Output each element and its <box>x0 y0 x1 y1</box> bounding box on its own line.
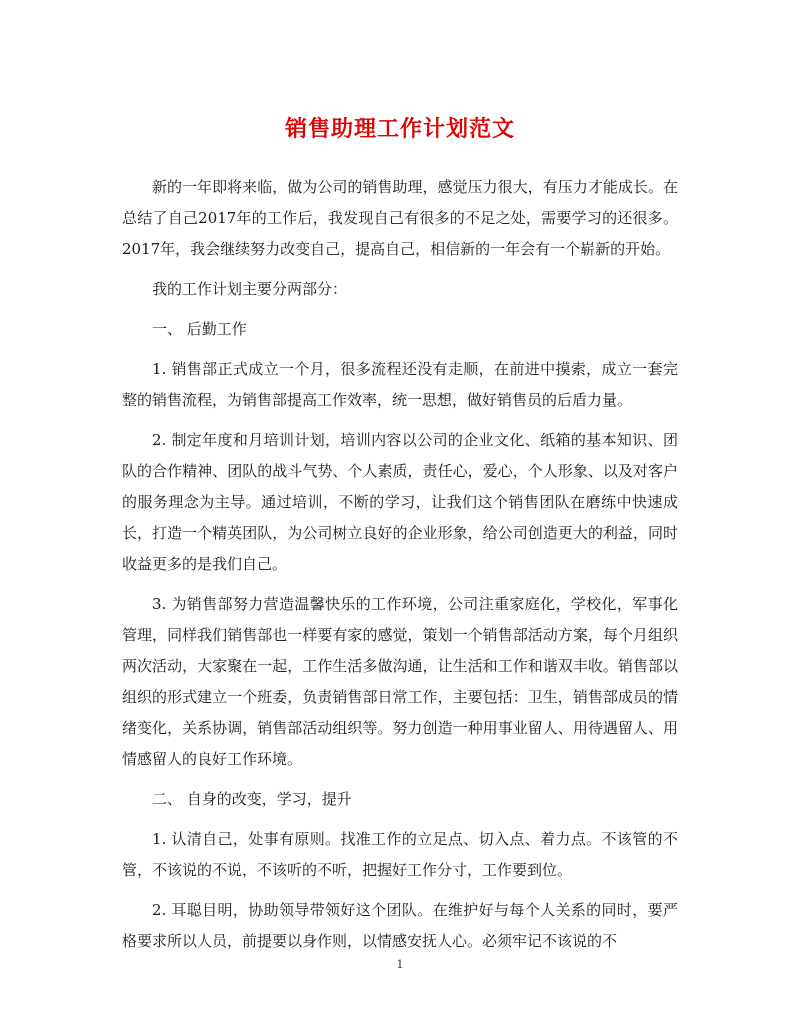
logistics-item-2: 2. 制定年度和月培训计划，培训内容以公司的企业文化、纸箱的基本知识、团队的合作精神、团队的战斗气势、个人素质，责任心，爱心，个人形象、以及对客户的服务理念为主导。通过培训，不断的学习，让我们这个销售团队在磨练中快速成长，打造一个精英团队，为公司树立良好的企业形象，给公司创造更大的利益，同时收益更多的是我们自己。 <box>122 431 678 573</box>
logistics-item-3: 3. 为销售部努力营造温馨快乐的工作环境，公司注重家庭化，学校化，军事化管理，同样我们销售部也一样要有家的感觉，策划一个销售部活动方案，每个月组织两次活动，大家聚在一起，工作生活多做沟通，让生活和工作和谐双丰收。销售部以组织的形式建立一个班委，负责销售部日常工作，主要包括：卫生，销售部成员的情绪变化，关系协调，销售部活动组织等。努力创造一种用事业留人、用待遇留人、用情感留人的良好工作环境。 <box>122 595 678 768</box>
section-heading-logistics: 一、 后勤工作 <box>152 320 247 338</box>
page-number: 1 <box>396 958 404 971</box>
self-improvement-item-2: 2. 耳聪目明，协助领导带领好这个团队。在维护好与每个人关系的同时，要严格要求所以人员，前提要以身作则，以情感安抚人心。必须牢记不该说的不 <box>122 901 678 950</box>
document-body <box>122 172 678 966</box>
section-heading-self-improvement: 二、 自身的改变，学习，提升 <box>152 790 352 808</box>
document-title: 销售助理工作计划范文 <box>284 116 515 142</box>
logistics-item-1: 1. 销售部正式成立一个月，很多流程还没有走顺，在前进中摸索，成立一套完整的销售流程，为销售部提高工作效率，统一思想，做好销售员的后盾力量。 <box>122 360 678 409</box>
plan-overview-paragraph: 我的工作计划主要分两部分： <box>152 280 348 298</box>
intro-paragraph: 新的一年即将来临，做为公司的销售助理，感觉压力很大，有压力才能成长。在总结了自己2017年的工作后，我发现自己有很多的不足之处，需要学习的还很多。2017年，我会继续努力改变自己，提高自己，相信新的一年会有一个崭新的开始。 <box>122 178 678 258</box>
self-improvement-item-1: 1. 认清自己，处事有原则。找准工作的立足点、切入点、着力点。不该管的不管，不该说的不说，不该听的不听，把握好工作分寸，工作要到位。 <box>122 830 678 879</box>
